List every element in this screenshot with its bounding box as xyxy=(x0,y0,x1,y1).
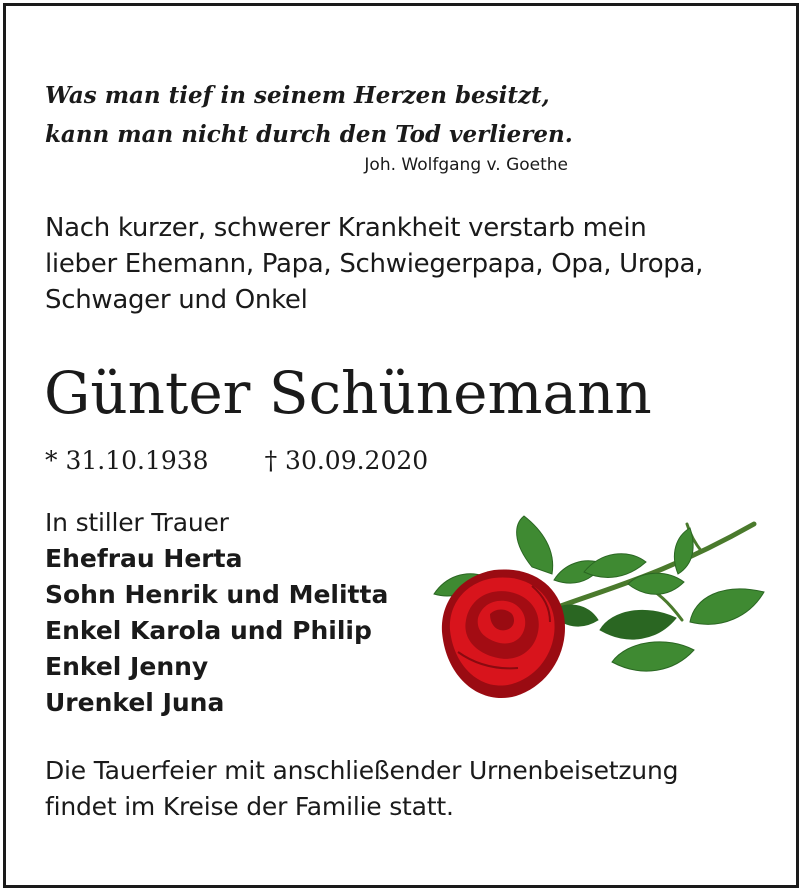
mourner-name: Urenkel Juna xyxy=(45,688,225,717)
mourner-name: Enkel Karola und Philip xyxy=(45,616,372,645)
mourners-list xyxy=(45,505,388,721)
quote-line: Was man tief in seinem Herzen besitzt, xyxy=(45,82,550,109)
mourner-name: Ehefrau Herta xyxy=(45,544,243,573)
birth-date: * 31.10.1938 xyxy=(45,446,209,475)
rose-leaf xyxy=(517,516,553,574)
rose-leaf xyxy=(584,554,646,578)
red-rose-icon xyxy=(432,512,772,707)
intro-line: lieber Ehemann, Papa, Schwiegerpapa, Opa, Uropa, xyxy=(45,249,704,279)
mourner-name: Sohn Henrik und Melitta xyxy=(45,580,389,609)
rose-leaf xyxy=(690,589,764,624)
deceased-name: Günter Schünemann xyxy=(44,359,652,427)
closing-line: Die Tauerfeier mit anschließender Urnenbeisetzung xyxy=(45,756,679,785)
closing-line: findet im Kreise der Familie statt. xyxy=(45,792,454,821)
intro-line: Schwager und Onkel xyxy=(45,285,308,315)
intro-text xyxy=(45,210,703,318)
rose-leaf xyxy=(612,642,694,671)
rose-leaf xyxy=(674,528,693,574)
quote-line: kann man nicht durch den Tod verlieren. xyxy=(45,121,573,148)
quote xyxy=(45,76,573,154)
mourners-heading: In stiller Trauer xyxy=(45,508,229,537)
intro-line: Nach kurzer, schwerer Krankheit verstarb mein xyxy=(45,213,647,243)
rose-leaf xyxy=(628,573,684,594)
mourner-name: Enkel Jenny xyxy=(45,652,209,681)
rose-leaf xyxy=(600,610,676,639)
quote-author: Joh. Wolfgang v. Goethe xyxy=(364,155,568,175)
life-dates xyxy=(45,443,428,479)
closing-text xyxy=(45,753,678,825)
death-date: † 30.09.2020 xyxy=(264,446,429,475)
rose-blossom xyxy=(442,569,565,698)
